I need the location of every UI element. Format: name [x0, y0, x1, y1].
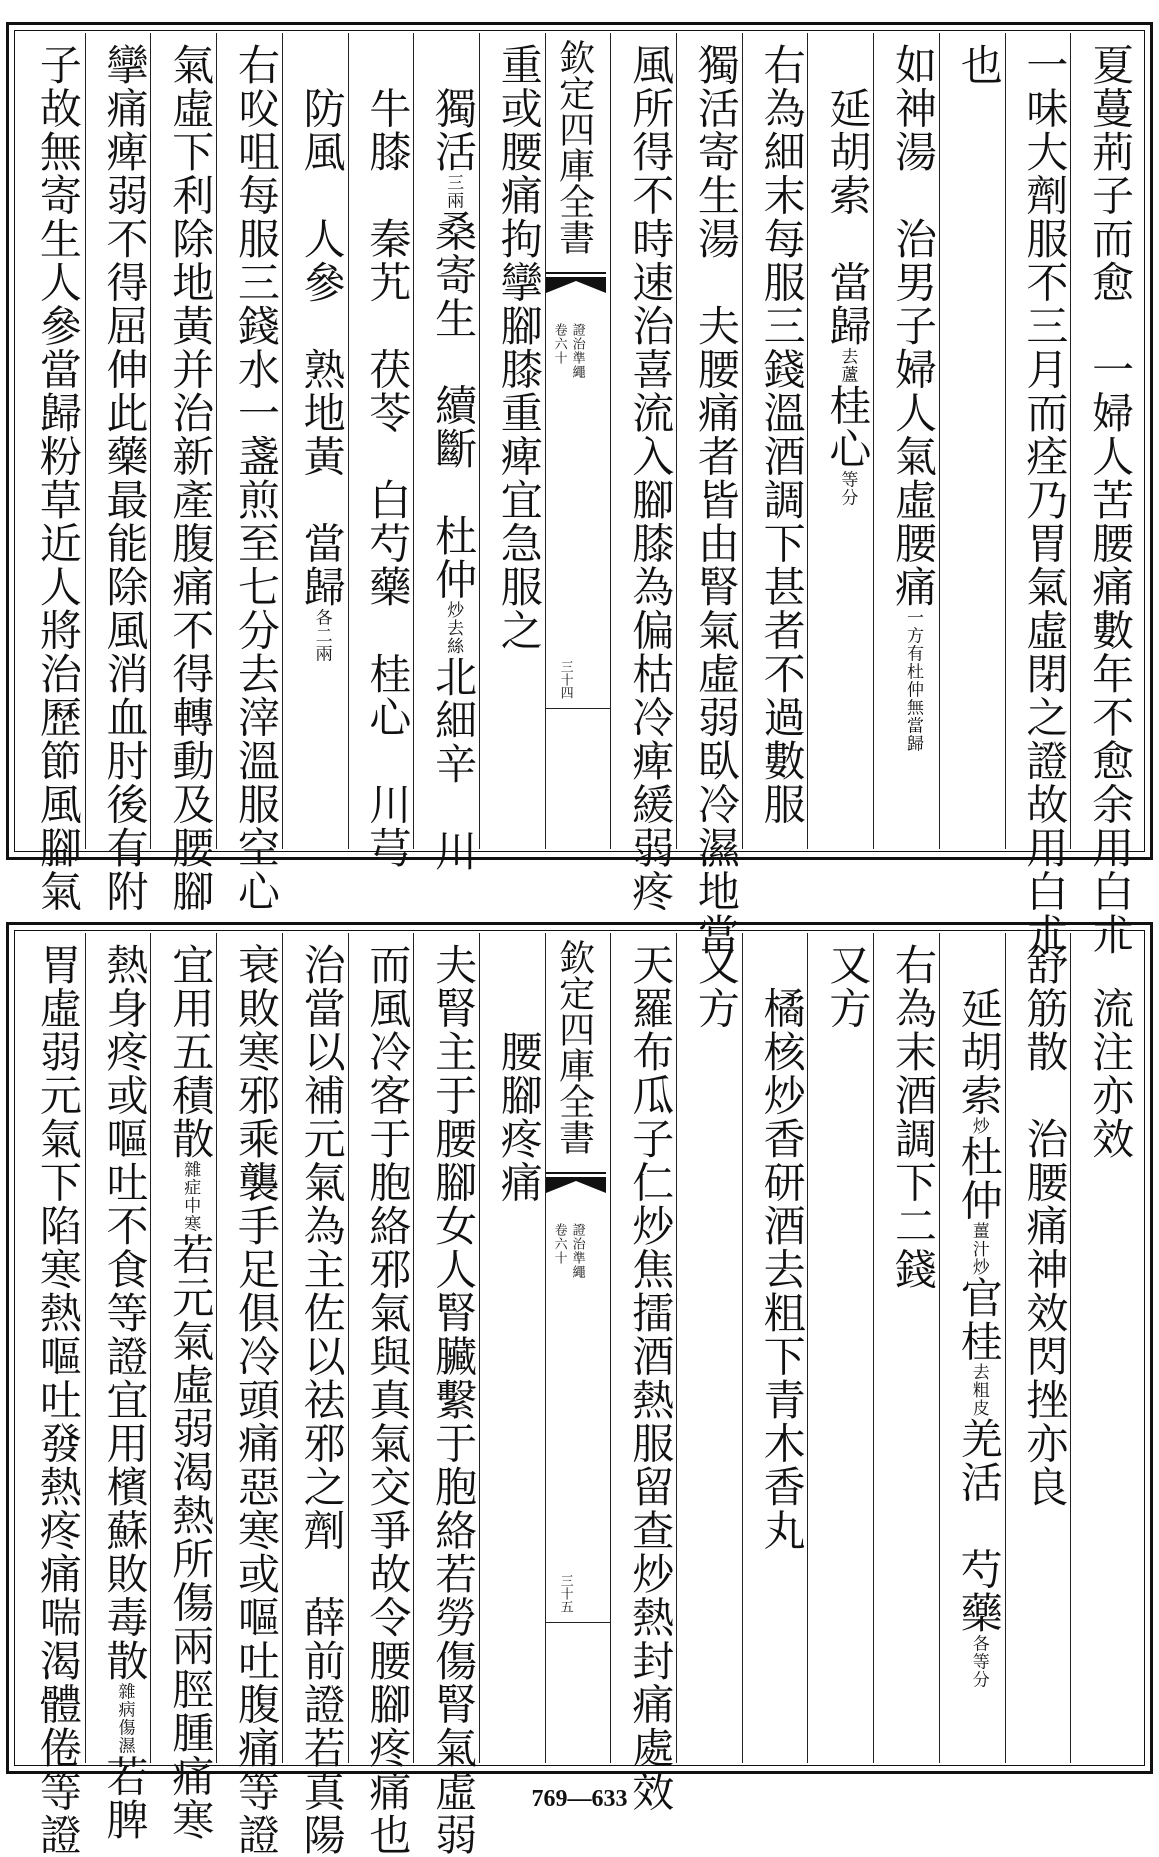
main-text: 治當以補元氣為主佐以祛邪之劑 薛前證若真陽: [297, 943, 347, 1857]
text-column: [150, 33, 216, 913]
banner-column: [545, 33, 611, 849]
column-text: [1081, 43, 1139, 957]
top-page: [6, 22, 1153, 957]
main-text: 羌活 芍藥: [954, 1417, 1004, 1635]
column-text: [950, 943, 1008, 1689]
main-text: 子故無寄生人參當歸粉草近人將治歷節風腳氣: [33, 43, 83, 913]
annotation-note: 炒去絲: [443, 601, 464, 655]
main-text: 牛膝 秦艽 茯苓 白芍藥 桂心 川芎: [363, 43, 413, 870]
text-column: [413, 933, 479, 1857]
main-text: 北細辛 川: [429, 655, 479, 873]
text-column: [742, 33, 808, 849]
column-text: [424, 943, 482, 1857]
text-column: [282, 33, 348, 849]
text-column: [413, 33, 479, 873]
main-text: 延胡索 當歸: [823, 43, 873, 348]
main-text: 官桂: [954, 1276, 1004, 1363]
main-text: 而風冷客于胞絡邪氣與真氣交爭故令腰腳疼痛也: [363, 943, 413, 1857]
main-text: 流注亦效: [1086, 943, 1136, 1161]
banner-title: 欽定四庫全書: [553, 939, 595, 1155]
text-column: [1070, 33, 1136, 957]
column-text: [358, 43, 416, 870]
text-column: [216, 933, 282, 1857]
annotation-note: 薑汁炒: [968, 1222, 989, 1276]
annotation-note: 等分: [837, 470, 858, 507]
column-text: [1015, 43, 1073, 957]
main-text: 也: [954, 43, 1004, 87]
main-text: 如神湯 治男子婦人氣虛腰痛: [889, 43, 939, 609]
text-column: [19, 33, 85, 913]
main-text: 右為細末每服三錢溫酒調下甚者不過數服: [757, 43, 807, 826]
main-text: 若元氣虛弱渴熱所傷兩脛腫痛寒: [166, 1232, 216, 1842]
annotation-note: 去蘆: [837, 347, 858, 384]
annotation-note: 炒: [968, 1117, 989, 1135]
main-text: 杜仲: [954, 1135, 1004, 1222]
banner-divider: [546, 708, 611, 709]
column-text: [621, 43, 679, 913]
column-text: [490, 43, 548, 652]
text-column: [873, 933, 939, 1763]
text-column: [807, 933, 873, 1763]
column-text: [424, 43, 482, 873]
annotation-note: 一方有杜仲無當歸: [903, 608, 924, 753]
column-text: [1015, 943, 1073, 1509]
annotation-note: 雜病傷濕: [114, 1682, 135, 1755]
main-text: 舒筋散 治腰痛神效閃挫亦良: [1020, 943, 1070, 1509]
banner-page-number: 三十四: [557, 660, 573, 699]
column-text: [950, 43, 1008, 87]
column-text: [358, 943, 416, 1857]
column-text: [293, 943, 351, 1857]
main-text: 腰腳疼痛: [494, 943, 544, 1204]
main-text: 又方: [823, 943, 873, 1030]
column-text: [884, 943, 942, 1291]
main-text: 胃虛弱元氣下陷寒熱嘔吐發熱疼痛喘渴體倦等證: [33, 943, 83, 1857]
main-text: 若脾: [100, 1754, 150, 1842]
column-text: [96, 43, 154, 913]
column-text: [1081, 943, 1139, 1161]
column-text: [753, 943, 811, 1552]
main-text: 獨活: [429, 43, 479, 174]
banner-book-name: 證治準繩: [569, 1223, 585, 1279]
main-text: 桂心: [823, 383, 873, 471]
main-text: 又方: [691, 943, 741, 1030]
annotation-note: 三兩: [443, 173, 464, 210]
main-text: 防風 人參 熟地黃 當歸: [297, 43, 347, 609]
text-column: [939, 33, 1005, 849]
banner-page-number: 三十五: [557, 1574, 573, 1613]
text-column: [742, 933, 808, 1763]
text-column: [85, 933, 151, 1842]
column-text: [29, 943, 87, 1857]
column-text: [687, 43, 745, 957]
main-text: 夫腎主于腰腳女人腎臟繫于胞絡若勞傷腎氣虛弱: [429, 943, 479, 1857]
text-column: [150, 933, 216, 1842]
text-column: [807, 33, 873, 849]
column-text: [621, 943, 679, 1813]
main-text: 右㕮咀每服三錢水一盞煎至七分去滓溫服空心: [231, 43, 281, 913]
text-column: [216, 33, 282, 913]
main-text: 天羅布瓜子仁炒焦擂酒熱服留查炒熱封痛處效: [626, 943, 676, 1813]
text-column: [1005, 33, 1071, 957]
banner-title: 欽定四庫全書: [553, 39, 595, 255]
banner-volume: 卷六十: [551, 323, 567, 365]
banner-divider: [546, 1622, 611, 1623]
column-text: [884, 43, 942, 753]
main-text: 桑寄生 續斷 杜仲: [429, 209, 479, 601]
annotation-note: 雜症中寒: [180, 1160, 201, 1233]
column-text: [227, 43, 285, 913]
annotation-note: 各等分: [968, 1634, 989, 1689]
column-text: [161, 43, 219, 913]
banner-book-name: 證治準繩: [569, 323, 585, 379]
text-column: [348, 33, 414, 870]
text-column: [676, 933, 742, 1763]
column-text: [753, 43, 811, 826]
main-text: 重或腰痛拘攣腳膝重痺宜急服之: [494, 43, 544, 652]
main-text: 一味大劑服不三月而痊乃胃氣虛閉之證故用白朮: [1020, 43, 1070, 957]
column-text: [818, 943, 876, 1030]
text-column: [282, 933, 348, 1857]
banner-column: [545, 933, 611, 1763]
column-text: [293, 43, 351, 663]
column-text: [161, 943, 219, 1842]
column-text: [818, 43, 876, 507]
text-column: [1070, 933, 1136, 1763]
column-text: [96, 943, 154, 1842]
text-column: [1005, 933, 1071, 1763]
text-column: [610, 33, 676, 913]
column-text: [29, 43, 87, 913]
annotation-note: 去粗皮: [968, 1363, 989, 1417]
main-text: 延胡索: [954, 943, 1004, 1117]
main-text: 熱身疼或嘔吐不食等證宜用檳蘇敗毒散: [100, 943, 150, 1683]
main-text: 宜用五積散: [166, 943, 216, 1161]
text-column: [873, 33, 939, 849]
text-column: [610, 933, 676, 1813]
main-text: 右為末酒調下二錢: [889, 943, 939, 1291]
column-text: [687, 943, 745, 1030]
page-footer-code: 769—633: [531, 1786, 628, 1812]
main-text: 氣虛下利除地黃并治新產腹痛不得轉動及腰腳: [166, 43, 216, 913]
main-text: 橘核炒香研酒去粗下青木香丸: [757, 943, 807, 1552]
text-column: [348, 933, 414, 1857]
text-column: [479, 933, 545, 1763]
main-text: 攣痛痺弱不得屈伸此藥最能除風消血肘後有附: [100, 43, 150, 913]
text-column: [19, 933, 85, 1857]
banner-volume: 卷六十: [551, 1223, 567, 1265]
main-text: 風所得不時速治喜流入腳膝為偏枯冷痺緩弱疼: [626, 43, 676, 913]
text-column: [479, 33, 545, 849]
main-text: 衰敗寒邪乘襲手足俱冷頭痛惡寒或嘔吐腹痛等證: [231, 943, 281, 1857]
text-column: [85, 33, 151, 913]
column-text: [490, 943, 548, 1204]
fishtail-mark-icon: [546, 1171, 606, 1211]
text-column: [939, 933, 1005, 1763]
main-text: 獨活寄生湯 夫腰痛者皆由腎氣虛弱臥冷濕地當: [691, 43, 741, 957]
annotation-note: 各二兩: [311, 608, 332, 663]
fishtail-mark-icon: [546, 271, 606, 311]
main-text: 夏蔓荊子而愈 一婦人苦腰痛數年不愈余用白朮: [1086, 43, 1136, 957]
text-column: [676, 33, 742, 957]
column-text: [227, 943, 285, 1857]
